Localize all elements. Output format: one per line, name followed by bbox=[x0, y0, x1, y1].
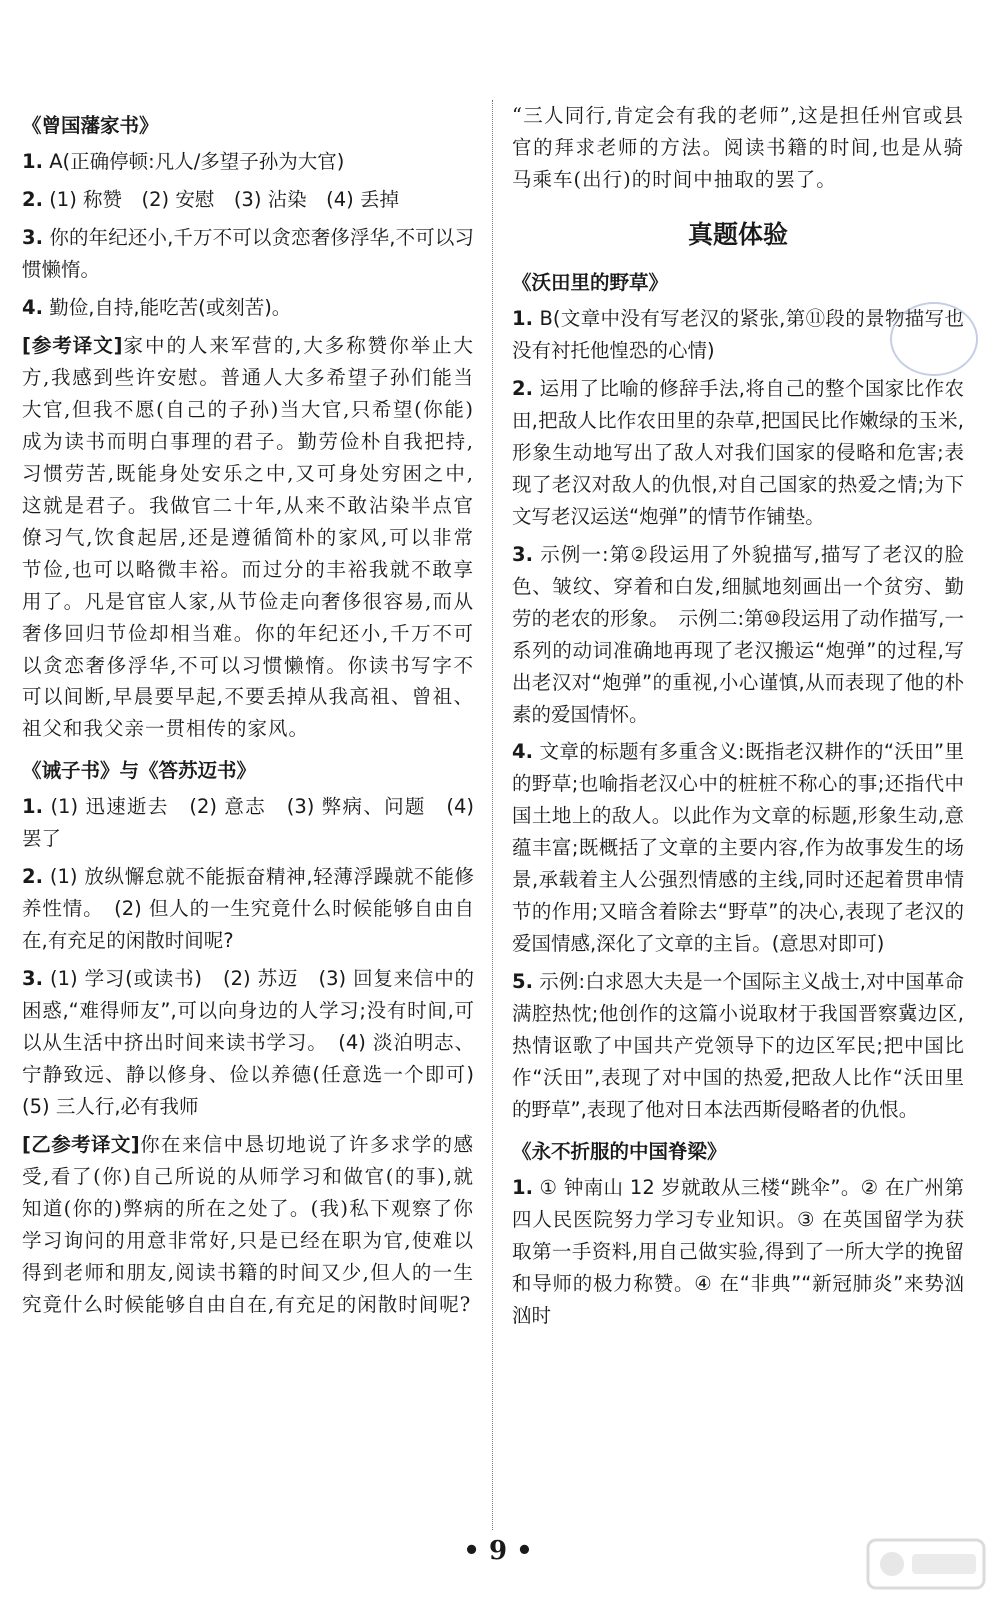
left-column bbox=[22, 100, 494, 1331]
page-number: • 9 • bbox=[463, 1536, 533, 1566]
reference-translation: [参考译文]家中的人来军营的,大多称赞你举止大方,我感到些许安慰。普通人大多希望子孙们能当大官,但我不愿(自己的子孙)当大官,只希望(你能)成为读书而明白事理的君子。勤劳俭朴自我把持,习惯劳苦,既能身处安乐之中,又可身处穷困之中,这就是君子。我做官二十年,从来不敢沾染半点官僚习气,饮食起居,还是遵循简朴的家风,可以非常节俭,也可以略微丰裕。而过分的丰裕我就不敢享用了。凡是官宦人家,从节俭走向奢侈很容易,而从奢侈回归节俭却相当难。你的年纪还小,千万不可以贪恋奢侈浮华,不可以习惯懒惰。你读书写字不可以间断,早晨要早起,不要丢掉从我高祖、曾祖、祖父和我父亲一贯相传的家风。 bbox=[22, 333, 474, 741]
answer-item: 5. 示例:白求恩大夫是一个国际主义战士,对中国革命满腔热忱;他创作的这篇小说取材于我国晋察冀边区,热情讴歌了中国共产党领导下的边区军民;把中国比作“沃田”,表现了对中国的热爱,把敌人比作“沃田里的野草”,表现了他对日本法西斯侵略者的仇恨。 bbox=[512, 970, 964, 1122]
section-title: 《诫子书》与《答苏迈书》 bbox=[22, 759, 257, 783]
answer-item: 2. (1) 称赞 (2) 安慰 (3) 沾染 (4) 丢掉 bbox=[22, 187, 399, 211]
right-column bbox=[512, 100, 964, 1338]
answer-item: 1. (1) 迅速逝去 (2) 意志 (3) 弊病、问题 (4) 罢了 bbox=[22, 795, 474, 851]
answer-item: 2. 运用了比喻的修辞手法,将自己的整个国家比作农田,把敌人比作农田里的杂草,把国民比作嫩绿的玉米,形象生动地写出了敌人对我们国家的侵略和危害;表现了老汉对敌人的仇恨,对自己国家的热爱之情;为下文写老汉运送“炮弹”的情节作铺垫。 bbox=[512, 376, 965, 528]
stamp-seal bbox=[890, 302, 978, 376]
answer-item: 3. 你的年纪还小,千万不可以贪恋奢侈浮华,不可以习惯懒惰。 bbox=[22, 225, 474, 281]
section-title: 《曾国藩家书》 bbox=[22, 114, 159, 137]
column-divider bbox=[492, 100, 493, 1530]
answer-item: 4. 勤俭,自持,能吃苦(或刻苦)。 bbox=[22, 295, 292, 319]
answer-item: 1. B(文章中没有写老汉的紧张,第⑪段的景物描写也没有衬托他惶恐的心情) bbox=[512, 306, 964, 362]
watermark-logo bbox=[866, 1538, 986, 1590]
answer-item: 4. 文章的标题有多重含义:既指老汉耕作的“沃田”里的野草;也喻指老汉心中的桩桩不称心的事;还指代中国土地上的敌人。以此作为文章的标题,形象生动,意蕴丰富;既概括了文章的主要内容,作为故事发生的场景,承载着主人公强烈情感的主线,同时还起着贯串情节的作用;又暗含着除去“野草”的决心,表现了老汉的爱国情感,深化了文章的主旨。(意思对即可) bbox=[512, 740, 965, 956]
reference-translation: [乙参考译文]你在来信中恳切地说了许多求学的感受,看了(你)自己所说的从师学习和做官(的事),就知道(你的)弊病的所在之处了。(我)私下观察了你学习询问的用意非常好,只是已经在职为官,使难以得到老师和朋友,阅读书籍的时间又少,但人的一生究竟什么时候能够自由自在,有充足的闲散时间呢? bbox=[22, 1133, 474, 1316]
section-title: 《永不折服的中国脊梁》 bbox=[512, 1140, 727, 1164]
answer-item: 3. 示例一:第②段运用了外貌描写,描写了老汉的脸色、皱纹、穿着和白发,细腻地刻画出一个贫穷、勤劳的老农的形象。 示例二:第⑩段运用了动作描写,一系列的动词准确地再现了老汉搬运“炮弹”的过程,写出老汉对“炮弹”的重视,小心谨慎,从而表现了他的朴素的爱国情怀。 bbox=[512, 542, 964, 726]
section-title: 《沃田里的野草》 bbox=[512, 270, 669, 294]
answer-item: 1. A(正确停顿:凡人/多望子孙为大官) bbox=[22, 149, 345, 173]
answer-item: 1. ① 钟南山 12 岁就敢从三楼“跳伞”。② 在广州第四人民医院努力学习专业知识。③ 在英国留学为获取第一手资料,用自己做实验,得到了一所大学的挽留和导师的极力称赞。④ 在“非典”“新冠肺炎”来势汹汹时 bbox=[512, 1176, 965, 1327]
section-heading: 真题体验 bbox=[687, 219, 788, 249]
answer-item: 3. (1) 学习(或读书) (2) 苏迈 (3) 回复来信中的困惑,“难得师友”,可以向身边的人学习;没有时间,可以从生活中挤出时间来读书学习。 (4) 淡泊明志、宁静致远、静以修身、俭以养德(任意选一个即可) (5) 三人行,必有我师 bbox=[22, 967, 494, 1119]
continued-translation: “三人同行,肯定会有我的老师”,这是担任州官或县官的拜求老师的方法。阅读书籍的时间,也是从骑马乘车(出行)的时间中抽取的罢了。 bbox=[512, 104, 964, 191]
answer-item: 2. (1) 放纵懈怠就不能振奋精神,轻薄浮躁就不能修养性情。 (2) 但人的一生究竟什么时候能够自由自在,有充足的闲散时间呢? bbox=[22, 865, 474, 953]
